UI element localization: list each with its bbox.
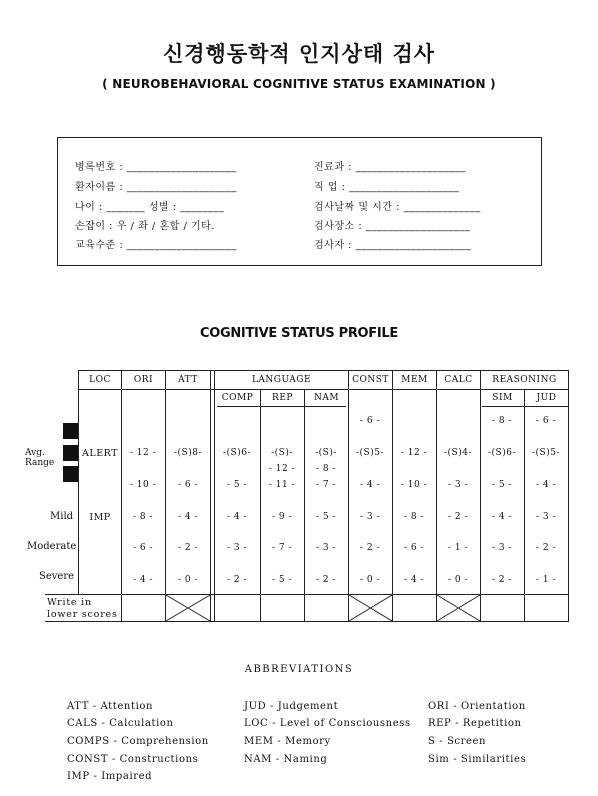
score-const-r4: - 2 -	[359, 543, 381, 553]
score-jud-r4: - 2 -	[535, 543, 557, 553]
col-mem: MEM	[401, 375, 428, 385]
score-mem-r2: - 10 -	[400, 480, 428, 490]
col-reasoning: REASONING	[492, 375, 557, 385]
score-const-r1: -(S)5-	[356, 448, 384, 458]
score-jud-r3: - 3 -	[535, 512, 557, 522]
chart-number-field[interactable]: 병록번호 : ____________________	[75, 162, 237, 173]
abbr-jud: JUD - Judgement	[244, 701, 339, 712]
handedness-field[interactable]: 손잡이 : 우 / 좌 / 혼합 / 기타.	[75, 221, 216, 232]
score-sim-r3: - 4 -	[491, 512, 513, 522]
education-field[interactable]: 교육수준 : ____________________	[75, 240, 237, 251]
score-calc-r4: - 1 -	[447, 543, 469, 553]
score-jud-r0: - 6 -	[535, 416, 557, 426]
score-ori-r4: - 6 -	[132, 543, 154, 553]
col-loc: LOC	[89, 375, 111, 385]
page-title: 신경행동학적 인지상태 검사	[162, 42, 436, 66]
exam-location-field[interactable]: 검사장소 : ___________________	[314, 221, 471, 232]
score-comp-r4: - 3 -	[226, 543, 248, 553]
score-comp-r3: - 4 -	[226, 512, 248, 522]
abbr-mem: MEM - Memory	[244, 736, 331, 747]
abbr-nam: NAM - Naming	[244, 754, 328, 765]
abbr-comps: COMPS - Comprehension	[67, 736, 209, 747]
profile-title: COGNITIVE STATUS PROFILE	[199, 326, 398, 341]
score-att-r4: - 2 -	[177, 543, 199, 553]
score-calc-r2: - 3 -	[447, 480, 469, 490]
score-jud-r2: - 4 -	[535, 480, 557, 490]
score-mem-r3: - 8 -	[403, 512, 425, 522]
score-calc-r5: - 0 -	[447, 575, 469, 585]
score-nam-r1: -(S)-	[315, 448, 337, 458]
score-ori-r2: - 10 -	[129, 480, 157, 490]
department-field[interactable]: 진료과 : ____________________	[314, 162, 466, 173]
score-nam-r5: - 2 -	[315, 575, 337, 585]
att-cross-icon	[166, 595, 210, 621]
patient-name-field[interactable]: 환자이름 : ____________________	[75, 182, 237, 193]
score-calc-r1: -(S)4-	[444, 448, 472, 458]
range-label: Range	[25, 458, 55, 468]
loc-alert: ALERT	[82, 448, 118, 459]
col-nam: NAM	[313, 393, 340, 403]
const-cross-icon	[349, 595, 392, 621]
score-mem-r4: - 6 -	[403, 543, 425, 553]
abbreviations-title: ABBREVIATIONS	[244, 664, 354, 675]
examiner-field[interactable]: 검사자 : _____________________	[314, 240, 472, 251]
abbr-ori: ORI - Orientation	[428, 701, 526, 712]
abbr-rep: REP - Repetition	[428, 718, 522, 729]
abbr-const: CONST - Constructions	[67, 754, 199, 765]
score-rep-r1b: - 12 -	[268, 464, 296, 474]
marker-square-icon	[63, 423, 78, 439]
score-rep-r1: -(S)-	[271, 448, 293, 458]
score-sim-r2: - 5 -	[491, 480, 513, 490]
write-label-line1: Write in	[47, 597, 92, 608]
score-jud-r5: - 1 -	[535, 575, 557, 585]
calc-cross-icon	[437, 595, 480, 621]
score-rep-r2: - 11 -	[268, 480, 296, 490]
marker-square-icon	[63, 466, 78, 482]
score-nam-r2: - 7 -	[315, 480, 337, 490]
col-ori: ORI	[133, 375, 154, 385]
score-sim-r0: - 8 -	[491, 416, 513, 426]
score-const-r5: - 0 -	[359, 575, 381, 585]
score-comp-r2: - 5 -	[226, 480, 248, 490]
score-const-r0: - 6 -	[359, 416, 381, 426]
score-nam-r4: - 3 -	[315, 543, 337, 553]
score-att-r1: -(S)8-	[174, 448, 202, 458]
score-att-r3: - 4 -	[177, 512, 199, 522]
severe-label: Severe	[39, 571, 75, 582]
col-language: LANGUAGE	[251, 375, 312, 385]
score-rep-r5: - 5 -	[271, 575, 293, 585]
occupation-field[interactable]: 직 업 : ____________________	[314, 182, 460, 193]
exam-datetime-field[interactable]: 검사날짜 및 시간 : ______________	[314, 202, 481, 213]
col-jud: JUD	[536, 393, 557, 403]
score-ori-r3: - 8 -	[132, 512, 154, 522]
score-jud-r1: -(S)5-	[532, 448, 560, 458]
score-rep-r3: - 9 -	[271, 512, 293, 522]
score-const-r3: - 3 -	[359, 512, 381, 522]
col-comp: COMP	[221, 393, 254, 403]
col-const: CONST	[352, 375, 389, 385]
score-sim-r5: - 2 -	[491, 575, 513, 585]
score-sim-r1: -(S)6-	[488, 448, 516, 458]
col-sim: SIM	[492, 393, 513, 403]
mild-label: Mild	[50, 511, 74, 522]
score-calc-r3: - 2 -	[447, 512, 469, 522]
col-rep: REP	[272, 393, 293, 403]
loc-imp: IMP	[89, 512, 111, 523]
score-nam-r3: - 5 -	[315, 512, 337, 522]
score-nam-r1b: - 8 -	[315, 464, 337, 474]
marker-square-icon	[63, 445, 78, 461]
score-mem-r1: - 12 -	[400, 448, 428, 458]
age-sex-field[interactable]: 나이 : _______ 성별 : ________	[75, 202, 225, 213]
score-att-r5: - 0 -	[177, 575, 199, 585]
col-att: ATT	[178, 375, 198, 385]
abbr-sim: Sim - Similarities	[428, 754, 527, 765]
score-comp-r1: -(S)6-	[223, 448, 251, 458]
score-ori-r1: - 12 -	[129, 448, 157, 458]
avg-label: Avg.	[25, 448, 45, 458]
write-label-line2: lower scores	[47, 609, 118, 620]
score-sim-r4: - 3 -	[491, 543, 513, 553]
score-comp-r5: - 2 -	[226, 575, 248, 585]
score-ori-r5: - 4 -	[132, 575, 154, 585]
col-calc: CALC	[444, 375, 473, 385]
page-subtitle: ( NEUROBEHAVIORAL COGNITIVE STATUS EXAMINATION )	[102, 77, 496, 91]
abbr-s: S - Screen	[428, 736, 487, 747]
abbr-cals: CALS - Calculation	[67, 718, 174, 729]
score-rep-r4: - 7 -	[271, 543, 293, 553]
score-att-r2: - 6 -	[177, 480, 199, 490]
abbr-imp: IMP - Impaired	[67, 771, 153, 782]
abbr-loc: LOC - Level of Consciousness	[244, 718, 411, 729]
score-const-r2: - 4 -	[359, 480, 381, 490]
score-mem-r5: - 4 -	[403, 575, 425, 585]
abbr-att: ATT - Attention	[67, 701, 154, 712]
moderate-label: Moderate	[27, 541, 77, 552]
